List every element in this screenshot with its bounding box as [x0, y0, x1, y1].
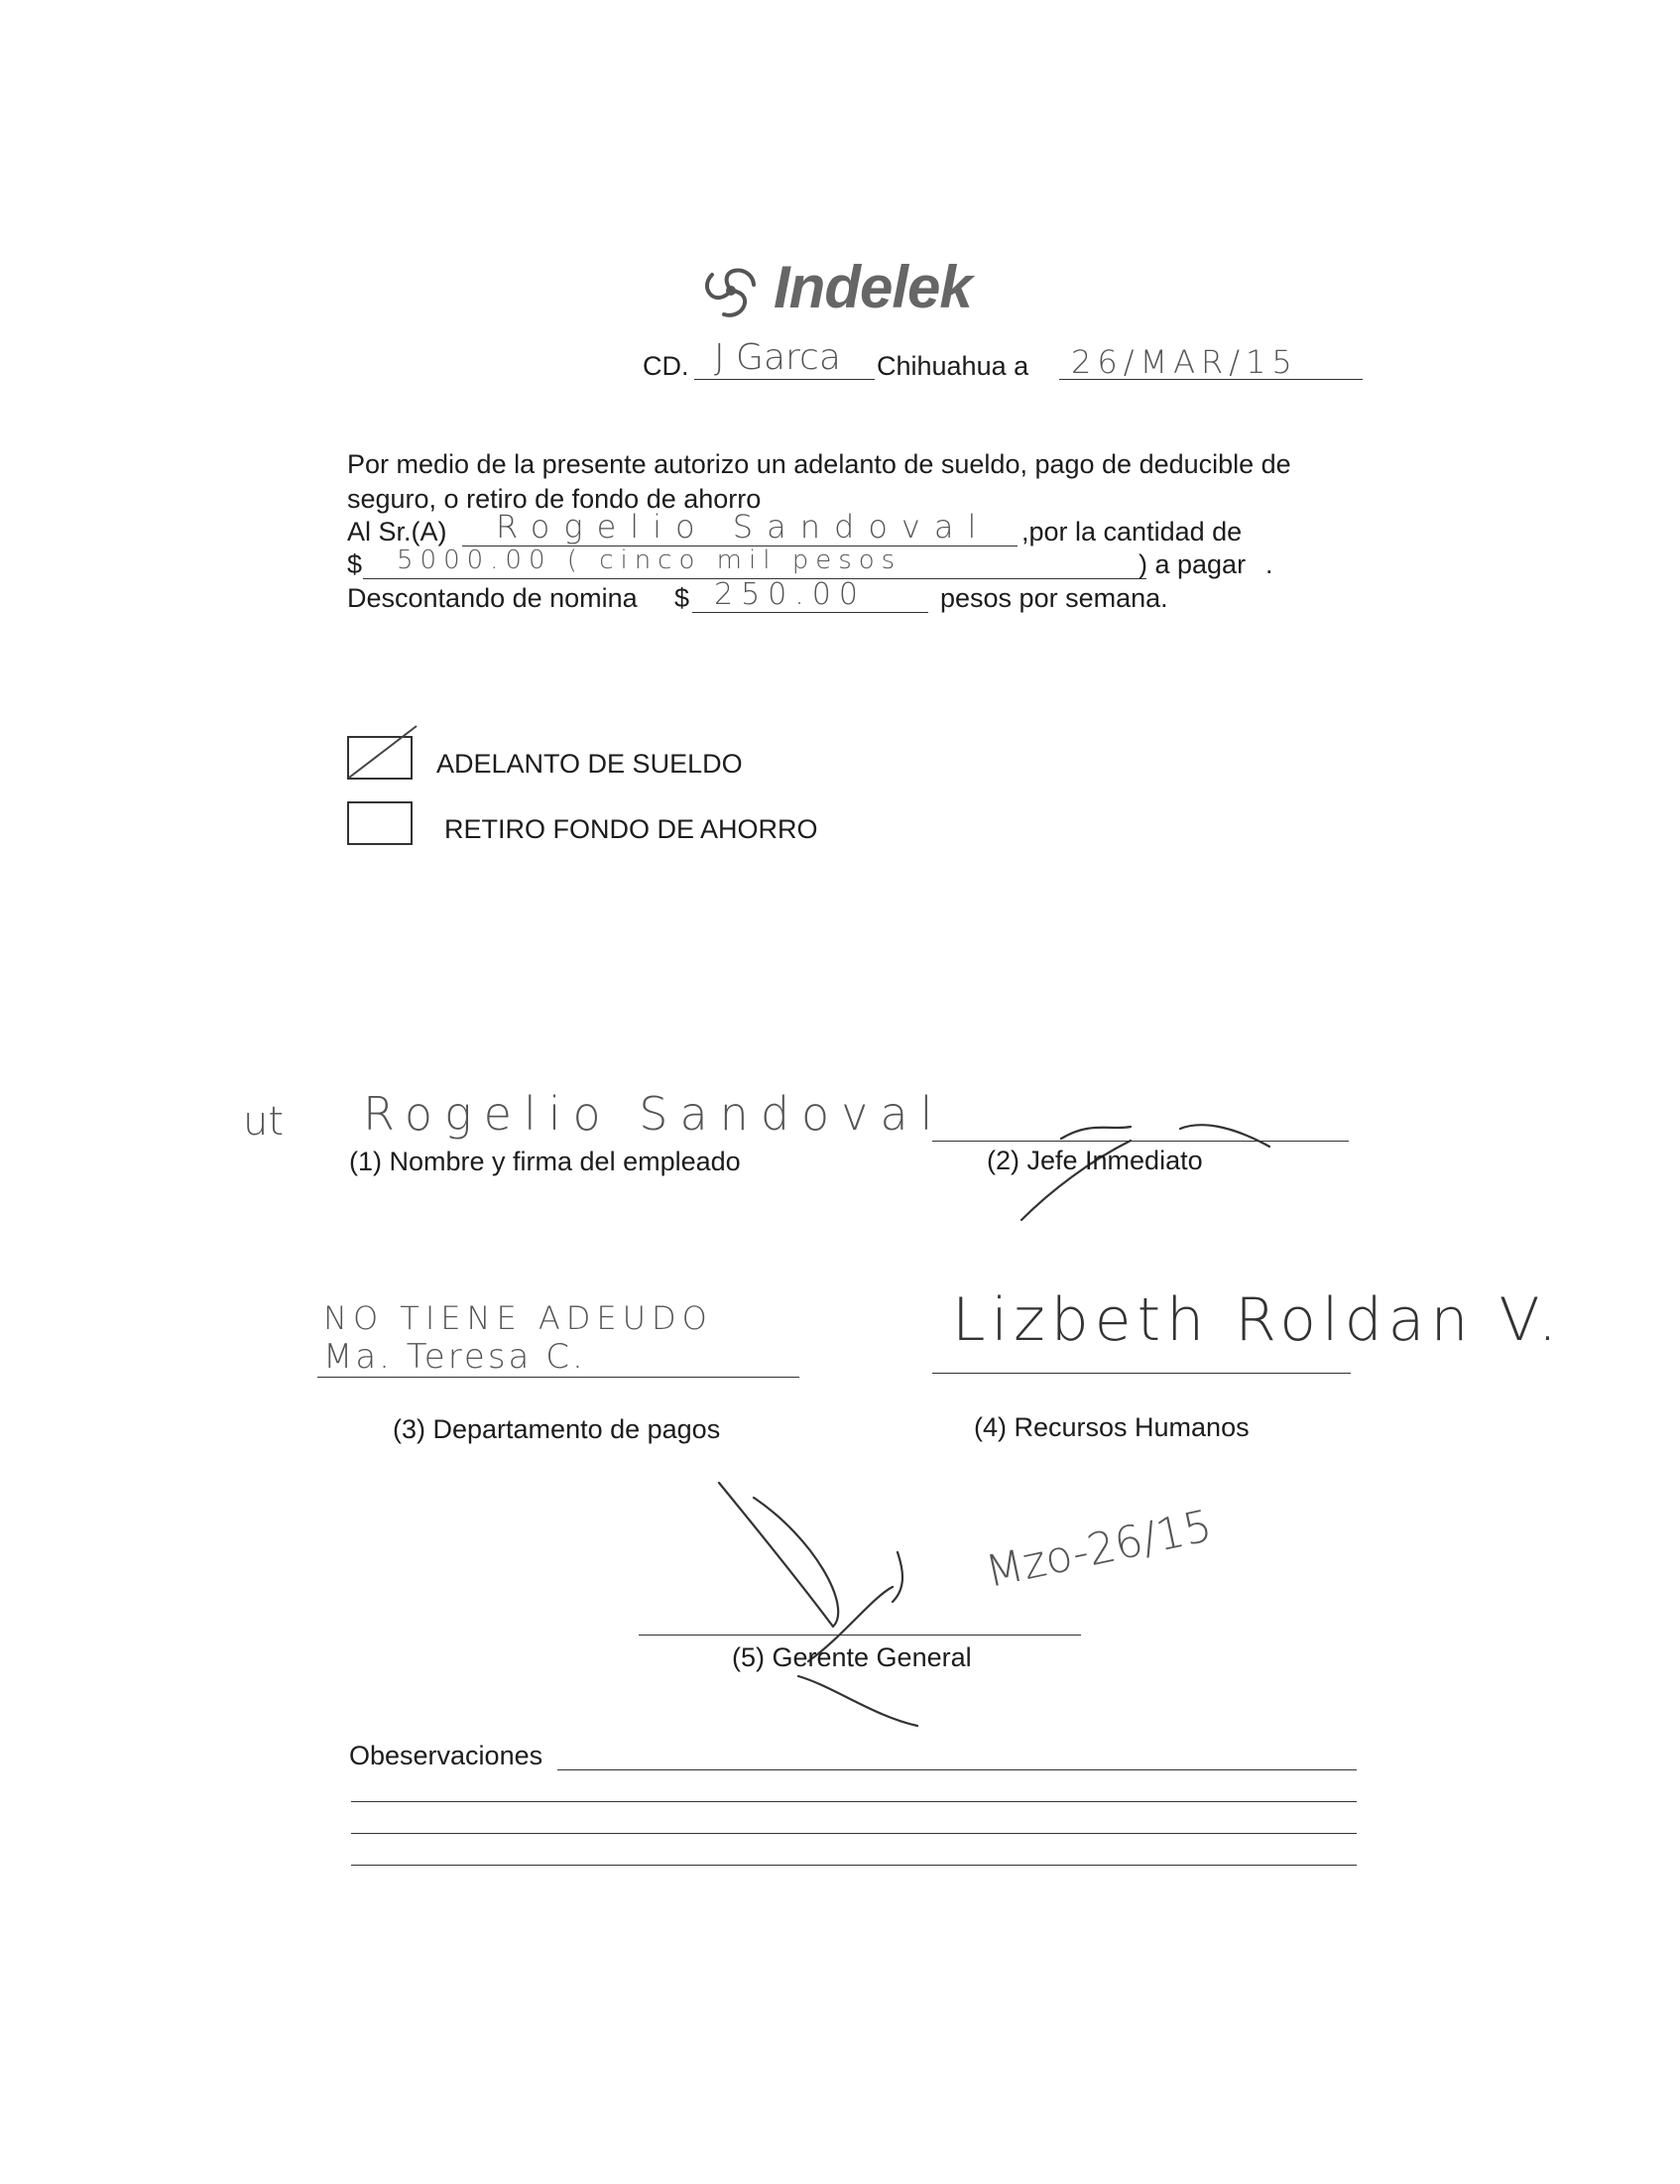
city-handwritten: J Garca: [714, 337, 841, 378]
pagos-note-handwritten: NO TIENE ADEUDO: [323, 1299, 713, 1337]
date-handwritten: 26/MAR/15: [1071, 343, 1298, 381]
checkbox-adelanto-sueldo[interactable]: [347, 736, 413, 780]
observaciones-label: Obeservaciones: [349, 1741, 543, 1770]
observaciones-line-2: [351, 1801, 1357, 1802]
weekly-dollar: $: [674, 583, 690, 613]
amount-handwritten: 5000.00 ( cinco mil pesos: [397, 546, 902, 575]
state-label: Chihuahua a: [877, 351, 1029, 381]
rh-signature-handwritten: Lizbeth Roldan V.: [952, 1285, 1563, 1355]
jefe-sign-label: (2) Jefe Inmediato: [987, 1146, 1203, 1175]
observaciones-line-4: [351, 1865, 1357, 1866]
descontando-label: Descontando de nomina: [347, 583, 638, 613]
gerente-sign-label: (5) Gerente General: [732, 1642, 972, 1672]
gerente-signature-scribble: [704, 1478, 962, 1736]
body-line-2: seguro, o retiro de fondo de ahorro: [347, 484, 762, 514]
pagos-sign-label: (3) Departamento de pagos: [393, 1414, 721, 1444]
logo-swirl-icon: [694, 259, 768, 322]
employee-signature-handwritten: Rogelio Sandoval: [363, 1087, 945, 1141]
employee-name-handwritten: Rogelio Sandoval: [496, 508, 991, 546]
observaciones-line-3: [351, 1833, 1357, 1834]
body-line-1: Por medio de la presente autorizo un adelanto de sueldo, pago de deducible de: [347, 449, 1291, 479]
al-sr-label: Al Sr.(A): [347, 517, 447, 546]
employee-sign-label: (1) Nombre y firma del empleado: [349, 1147, 741, 1176]
cd-label: CD.: [643, 351, 689, 381]
rh-sign-line: [932, 1373, 1351, 1374]
logo-text: Indelek: [774, 254, 972, 320]
option-label-retiro: RETIRO FONDO DE AHORRO: [444, 814, 818, 844]
weekly-amount-handwritten: 250.00: [714, 577, 866, 612]
observaciones-line-1: [557, 1769, 1357, 1770]
period: .: [1265, 549, 1273, 579]
city-field-line: [694, 379, 875, 380]
pagos-signature-handwritten: Ma. Teresa C.: [323, 1337, 586, 1377]
pesos-semana-label: pesos por semana.: [940, 583, 1168, 613]
rh-sign-label: (4) Recursos Humanos: [974, 1412, 1250, 1442]
gerente-date-handwritten: Mzo-26/15: [981, 1500, 1217, 1598]
dollar-sign: $: [347, 549, 363, 579]
weekly-amount-line: [692, 612, 928, 613]
employee-prefix-handwritten: ut: [243, 1099, 285, 1145]
a-pagar-label: ) a pagar: [1139, 549, 1247, 579]
checkbox-retiro-fondo[interactable]: [347, 801, 413, 845]
por-cantidad-label: ,por la cantidad de: [1021, 517, 1243, 546]
check-mark-icon: [347, 736, 413, 780]
option-label-adelanto: ADELANTO DE SUELDO: [436, 749, 743, 779]
pagos-sign-line: [317, 1377, 799, 1378]
